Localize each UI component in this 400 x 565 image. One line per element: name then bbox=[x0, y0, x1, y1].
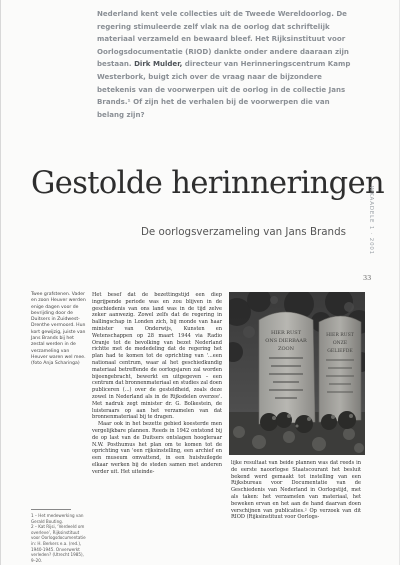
stone-left-line-3: ZOON bbox=[277, 346, 295, 352]
author-name: Dirk Mulder, bbox=[134, 59, 183, 69]
gravestones-photo bbox=[229, 292, 365, 455]
article-title: Gestolde herinneringen bbox=[31, 166, 385, 201]
body-column-right bbox=[231, 460, 361, 521]
body-paragraph: Het besef dat de bezettingstijd een diep ingrijpende periode was en zou blijven in de geschiedenis van ons land was in de tijd zelve zeker aanwezig. Zowel zelfs dat de regering in ballingschap in Londen zich, bij monde van haar minister van Onderwijs, Kunsten en Wetenschappen op 28 maart 1944 via Radio Oranje tot de bevolking van bezet Nederland richtte met de mededeling dat de regering het plan had te komen tot de oprichting van '...een nationaal centrum, waar al het geschiedkundig materiaal betreffende de oorlogsjaren zal worden bijeengebracht, bewerkt en uitgegeven – een centrum dat bronnenmateriaal en studies zal doen publiceren (...) over de gesteldheid, zoals deze zowel in Nederland als in de Rijksdelen overzee'. Met nadruk zegt minister dr. G. Bolkestein, de luisteraars op aan het verzamelen van dat bronnenmateriaal bij te dragen. bbox=[92, 292, 222, 421]
intro-text-continued: directeur van Herinneringscentrum Kamp Westerbork, buigt zich over de vraag naar de bijzondere betekenis van de voorwerpen uit de oorlog in de collectie Jans Brands.¹ Of zijn het de verhalen bij de voorwerpen die van belang zijn? bbox=[97, 59, 351, 119]
photo-caption: Twee grafstenen. Vader en zoon Heuver werden enige dagen voor de bevrijding door de Duitsers in Zuidwest-Drenthe vermoord. Hun kort gewijzig, juiste van Jans Brands bij het zestal werden in de verzameling van Heuver waren wel mee. (foto Anja Scharinga) bbox=[31, 292, 86, 367]
stone-left-line-2: ONS DIERBAAR bbox=[265, 338, 307, 344]
running-head bbox=[366, 186, 376, 286]
body-paragraph: Maar ook in het bezette gebied koesterde men vergelijkbare plannen. Reeds in 1942 ontstond bij de op last van de Duitsers ontslagen hoogleraar N.W. Posthumus het plan om te komen tot de oprichting van 'een rijksinstelling, een archief en een museum omvattend, in een huishuilegde elkaar werken bij de steden samen met anderen verder uit. Het uiteinde- bbox=[92, 421, 222, 475]
article-subtitle: De oorlogsverzameling van Jans Brands bbox=[141, 226, 346, 238]
stone-right-line-3: GELIEFDE bbox=[327, 349, 353, 354]
stone-left-line-1: HIER RUST bbox=[270, 330, 302, 336]
page-number: 33 bbox=[363, 274, 372, 282]
footnotes: 1 – Het medewerking van Gerald Bouting. 2 – Kat Rijsi, ‘Verdeeld om overleve’, Rijksinstituut voor Oorlogsdocumentatie in: H. Berkers e.a. (red.), 1940-1945. Onverwerkt verleden? (Utrecht 1985), 9–20. bbox=[31, 513, 86, 563]
intro-text: Nederland kent vele collecties uit de Tweede Wereldoorlog. De regering stimuleerde zelf vlak na de oorlog dat schriftelijk materiaal verzameld en bewaard bleef. Het Rijksinstituut voor Oorlogsdocumentatie (RIOD) dankte onder andere daaraan zijn bestaan. bbox=[97, 9, 349, 69]
footnote-rule bbox=[31, 509, 71, 510]
body-paragraph: lijke resultaat van beide plannen was dat reeds in de eerste naoorlogse Staatscourant het besluit bekend werd gemaakt tot instelling van een Rijksbureau voor Documentatie van de Geschiedenis van Nederland in Oorlogstijd, met als taken: het verzamelen van materiaal, het beweken ervan en het aan de hand daarvan doen verschijnen van publicaties.² Op verzoek van dit RIOD (Rijksinstituut voor Oorlogs- bbox=[231, 460, 361, 521]
running-head-text: WKAADELE 1 · 2001 bbox=[368, 186, 374, 255]
body-column-left bbox=[92, 292, 222, 476]
stone-right-line-1: HIER RUST bbox=[326, 333, 354, 338]
intro-paragraph bbox=[97, 8, 359, 121]
stone-right-line-2: ONZE bbox=[332, 341, 348, 346]
